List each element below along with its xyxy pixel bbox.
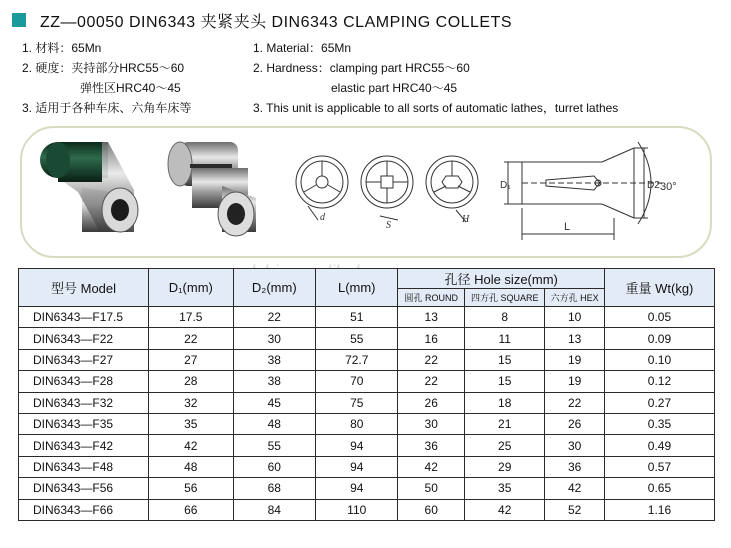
collet-photo-2 — [168, 142, 256, 236]
table-cell: 56 — [149, 478, 233, 499]
table-cell: 22 — [398, 349, 465, 370]
table-row — [19, 392, 715, 413]
table-cell: 60 — [398, 499, 465, 520]
table-cell: DIN6343—F56 — [19, 478, 149, 499]
table-cell: 30 — [398, 413, 465, 434]
table-cell: DIN6343—F35 — [19, 413, 149, 434]
spec-cn-hardness: 2. 硬度：夹持部分HRC55～60 — [22, 61, 185, 75]
table-cell: DIN6343—F17.5 — [19, 307, 149, 328]
collet-drawings — [22, 128, 710, 256]
table-cell: 0.10 — [604, 349, 714, 370]
table-cell: 10 — [545, 307, 604, 328]
page-title: ZZ—00050 DIN6343 夹紧夹头 DIN6343 CLAMPING COLLETS — [40, 13, 513, 31]
table-cell: 11 — [465, 328, 545, 349]
table-row — [19, 307, 715, 328]
label-d: d — [320, 212, 325, 223]
table-cell: 52 — [545, 499, 604, 520]
table-row — [19, 413, 715, 434]
collet-end-view-square — [361, 156, 413, 231]
table-cell: 35 — [149, 413, 233, 434]
table-cell: 110 — [316, 499, 398, 520]
table-cell: DIN6343—F27 — [19, 349, 149, 370]
table-cell: 36 — [398, 435, 465, 456]
table-cell: 0.09 — [604, 328, 714, 349]
col-square: 四方孔 SQUARE — [465, 289, 545, 307]
spec-cn-applicable: 3. 适用于各种车床、六角车床等 — [22, 101, 192, 115]
table-cell: 0.05 — [604, 307, 714, 328]
table-cell: 22 — [233, 307, 316, 328]
table-cell: 26 — [545, 413, 604, 434]
label-angle: 30° — [660, 181, 677, 193]
table-cell: 17.5 — [149, 307, 233, 328]
table-cell: 19 — [545, 371, 604, 392]
table-cell: 55 — [233, 435, 316, 456]
table-cell: 22 — [545, 392, 604, 413]
spec-en-elastic: elastic part HRC40～45 — [331, 81, 458, 95]
table-cell: 8 — [465, 307, 545, 328]
table-row — [19, 349, 715, 370]
table-cell: 42 — [149, 435, 233, 456]
table-cell: 19 — [545, 349, 604, 370]
spec-cn-material: 1. 材料：65Mn — [22, 41, 102, 55]
table-cell: 51 — [316, 307, 398, 328]
table-row — [19, 478, 715, 499]
table-row — [19, 456, 715, 477]
col-l: L(mm) — [316, 269, 398, 307]
table-cell: 48 — [233, 413, 316, 434]
table-cell: 13 — [398, 307, 465, 328]
label-d2: D2 — [647, 180, 660, 191]
table-cell: DIN6343—F28 — [19, 371, 149, 392]
table-cell: 32 — [149, 392, 233, 413]
table-row — [19, 328, 715, 349]
table-cell: 28 — [149, 371, 233, 392]
collet-end-view-hex — [426, 156, 478, 225]
table-body — [19, 307, 715, 521]
table-cell: 42 — [545, 478, 604, 499]
col-hex: 六方孔 HEX — [545, 289, 604, 307]
table-cell: DIN6343—F48 — [19, 456, 149, 477]
table-cell: 94 — [316, 478, 398, 499]
table-cell: 0.57 — [604, 456, 714, 477]
label-l: L — [564, 221, 571, 233]
table-cell: 0.49 — [604, 435, 714, 456]
table-cell: 55 — [316, 328, 398, 349]
table-cell: 15 — [465, 371, 545, 392]
table-cell: DIN6343—F42 — [19, 435, 149, 456]
header — [12, 8, 512, 32]
table-row — [19, 499, 715, 520]
table-cell: 70 — [316, 371, 398, 392]
table-cell: 94 — [316, 456, 398, 477]
table-cell: 35 — [465, 478, 545, 499]
table-cell: 26 — [398, 392, 465, 413]
table-cell: 15 — [465, 349, 545, 370]
table-cell: DIN6343—F22 — [19, 328, 149, 349]
table-cell: 29 — [465, 456, 545, 477]
table-cell: 13 — [545, 328, 604, 349]
table-cell: 30 — [233, 328, 316, 349]
table-cell: 0.27 — [604, 392, 714, 413]
collet-side-section — [500, 142, 677, 240]
table-cell: 75 — [316, 392, 398, 413]
col-model: 型号 Model — [19, 269, 149, 307]
table-cell: 60 — [233, 456, 316, 477]
col-round: 圆孔 ROUND — [398, 289, 465, 307]
collet-photo-1 — [40, 142, 138, 232]
table-cell: 0.35 — [604, 413, 714, 434]
spec-en-material: 1. Material：65Mn — [253, 41, 352, 55]
table-cell: 0.65 — [604, 478, 714, 499]
label-d1: D₁ — [500, 180, 511, 191]
table-cell: 42 — [465, 499, 545, 520]
label-s: S — [386, 220, 391, 231]
table-cell: 16 — [398, 328, 465, 349]
col-d2: D₂(mm) — [233, 269, 316, 307]
table-row — [19, 371, 715, 392]
table-cell: 22 — [149, 328, 233, 349]
table-cell: 45 — [233, 392, 316, 413]
table-cell: 72.7 — [316, 349, 398, 370]
specs-table — [18, 268, 715, 521]
table-row — [19, 435, 715, 456]
table-cell: 94 — [316, 435, 398, 456]
col-hole-size: 孔径 Hole size(mm) — [398, 269, 604, 289]
table-cell: 25 — [465, 435, 545, 456]
table-cell: 42 — [398, 456, 465, 477]
spec-en-hardness: 2. Hardness：clamping part HRC55～60 — [253, 61, 470, 75]
label-h: H — [462, 214, 470, 225]
figure-panel — [20, 126, 712, 258]
table-cell: 1.16 — [604, 499, 714, 520]
table-cell: 36 — [545, 456, 604, 477]
table-cell: 38 — [233, 349, 316, 370]
table-cell: 80 — [316, 413, 398, 434]
spec-en-applicable: 3. This unit is applicable to all sorts of automatic lathes，turret lathes — [253, 101, 619, 115]
table-cell: 66 — [149, 499, 233, 520]
table-cell: 84 — [233, 499, 316, 520]
table-cell: 30 — [545, 435, 604, 456]
specs-english — [253, 38, 618, 118]
col-d1: D₁(mm) — [149, 269, 233, 307]
specs-chinese — [22, 38, 191, 118]
spec-cn-elastic: 弹性区HRC40～45 — [80, 81, 181, 95]
table-cell: 18 — [465, 392, 545, 413]
table-cell: 50 — [398, 478, 465, 499]
table-cell: 22 — [398, 371, 465, 392]
table-cell: 21 — [465, 413, 545, 434]
table-cell: 38 — [233, 371, 316, 392]
table-cell: 68 — [233, 478, 316, 499]
table-cell: DIN6343—F66 — [19, 499, 149, 520]
header-square-icon — [12, 13, 26, 27]
table-cell: 0.12 — [604, 371, 714, 392]
table-cell: DIN6343—F32 — [19, 392, 149, 413]
table-cell: 27 — [149, 349, 233, 370]
col-weight: 重量 Wt(kg) — [604, 269, 714, 307]
collet-end-view-round — [296, 156, 348, 223]
table-cell: 48 — [149, 456, 233, 477]
